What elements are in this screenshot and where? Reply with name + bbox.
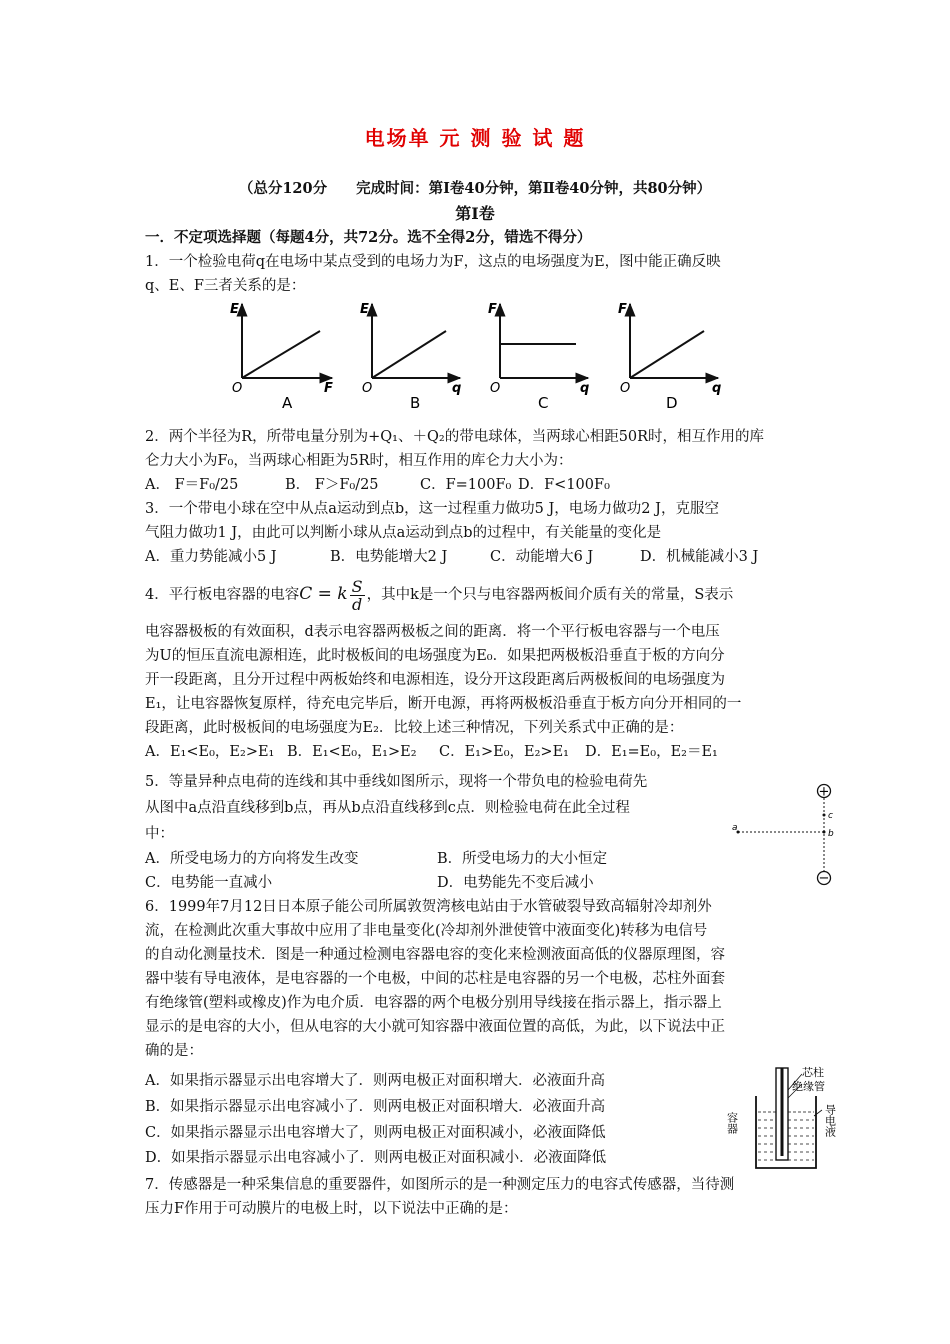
q4-formula-lhs: C = k [299,584,348,604]
q1-graphs-figure [220,296,740,416]
graph-b-x-label: q [452,381,462,396]
graph-a-origin: O [232,381,243,396]
q6-option-d: D．如果指示器显示出电容减小了．则两电极正对面积减小．必液面降低 [145,1150,607,1166]
q2-line-2: 仑力大小为F₀，当两球心相距为5R时，相互作用的库仑力大小为： [145,453,573,469]
q6-line-4: 器中装有导电液体，是电容器的一个电极，中间的芯柱是电容器的另一个电极，芯柱外面套 [145,971,725,987]
q4-line-4: 开一段距离，且分开过程中两板始终和电源相连，设分开这段距离后两极板间的电场强度为 [145,672,725,688]
q7-line-2: 压力F作用于可动膜片的电极上时，以下说法中正确的是： [145,1201,518,1217]
q6-line-6: 显示的是电容的大小，但从电容的大小就可知容器中液面位置的高低，为此，以下说法中正 [145,1019,725,1035]
q6-line-3: 的自动化测量技术．图是一种通过检测电容器电容的变化来检测液面高低的仪器原理图，容 [145,947,725,963]
q4-option-c: C．E₁>E₀，E₂>E₁ [439,744,569,760]
q6-option-c: C．如果指示器显示出电容增大了，则两电极正对面积减小，必液面降低 [145,1125,606,1141]
graph-a-y-label: E [230,302,239,317]
q6-line-2: 流，在检测此次重大事故中应用了非电量变化(冷却剂外泄使管中液面变化)转移为电信号 [145,923,708,939]
graph-c-y-label: F [488,302,497,317]
graph-c-origin: O [490,381,501,396]
q2-option-b: B． F＞F₀/25 [285,477,379,493]
q3-option-b: B．电势能增大2 J [330,549,448,565]
q2-option-c: C．F=100F₀ [420,477,512,493]
q5-options-row-1 [145,848,607,870]
q2-options [145,474,610,496]
q5-options-row-2 [145,872,594,894]
exam-info: （总分120分 完成时间：第Ⅰ卷40分钟，第Ⅱ卷40分钟，共80分钟） [238,180,712,197]
q5-option-c: C．电势能一直减小 [145,875,273,891]
graph-a-caption: A [282,394,293,412]
q4-line-3: 为U的恒压直流电源相连，此时极板间的电场强度为E₀．如果把两极板沿垂直于板的方向分 [145,648,725,664]
q3-option-c: C．动能增大6 J [490,549,594,565]
graph-c-x-label: q [580,381,590,396]
q4-line-5: E₁，让电容器恢复原样，待充电完毕后，断开电源，再将两极板沿垂直于板方向分开相同的一 [145,696,742,712]
q4-line-6: 段距离，此时极板间的电场强度为E₂．比较上述三种情况，下列关系式中正确的是： [145,720,684,736]
q6-capacitor-figure [722,1066,842,1172]
graph-b-origin: O [362,381,373,396]
section-heading: 一．不定项选择题（每题4分，共72分。选不全得2分，错选不得分） [145,229,592,246]
q4-option-d: D．E₁=E₀，E₂＝E₁ [585,744,718,760]
point-b: b [828,829,834,839]
volume-heading: 第Ⅰ卷 [455,204,495,223]
container-label: 容器 [725,1112,739,1134]
q7-line-1: 7．传感器是一种采集信息的重要器件，如图所示的是一种测定压力的电容式传感器，当待测 [145,1177,735,1193]
q4-formula-fraction [350,578,365,613]
q1-line-2: q、E、F三者关系的是： [145,278,306,294]
q6-line-7: 确的是： [145,1043,203,1059]
q5-line-2: 从图中a点沿直线移到b点，再从b点沿直线移到c点．则检验电荷在此全过程 [145,800,630,816]
q2-option-a: A． F＝F₀/25 [145,477,239,493]
graph-d [618,302,721,412]
q6-option-a: A．如果指示器显示出电容增大了．则两电极正对面积增大．必液面升高 [145,1073,605,1089]
q4-suffix: ，其中k是一个只与电容器两板间介质有关的常量，S表示 [366,587,734,603]
q4-option-a: A．E₁<E₀，E₂>E₁ [145,744,275,760]
graph-d-caption: D [666,394,678,412]
q4-line-1 [145,576,733,612]
graph-a [230,302,333,412]
graph-d-x-label: q [712,381,722,396]
q6-option-b: B．如果指示器显示出电容减小了．则两电极正对面积增大．必液面升高 [145,1099,606,1115]
q4-formula-numerator: S [351,576,363,596]
graph-b-caption: B [410,394,421,412]
point-c: c [828,811,833,821]
q5-option-d: D．电势能先不变后减小 [437,875,594,891]
graph-a-x-label: F [324,381,333,396]
point-a: a [732,823,738,833]
q4-options [145,741,718,763]
graph-b-y-label: E [360,302,369,317]
insulator-label: 绝缘管 [792,1080,825,1093]
q3-option-a: A．重力势能减小5 J [145,549,277,565]
q3-line-2: 气阻力做功1 J，由此可以判断小球从点a运动到点b的过程中，有关能量的变化是 [145,525,662,541]
q4-formula-denominator: d [351,594,363,614]
graph-b [360,302,461,412]
q6-line-1: 6．1999年7月12日日本原子能公司所属敦贺湾核电站由于水管破裂导致高辐射冷却剂外 [145,899,712,915]
q4-option-b: B．E₁<E₀，E₁>E₂ [287,744,417,760]
liquid-label: 导电液 [823,1104,837,1137]
graph-d-origin: O [620,381,631,396]
q5-line-1: 5．等量异种点电荷的连线和其中垂线如图所示，现将一个带负电的检验电荷先 [145,774,648,790]
positive-charge: + [818,784,830,800]
q5-line-3: 中： [145,826,174,842]
graph-d-y-label: F [618,302,627,317]
q2-option-d: D．F<100F₀ [518,477,610,493]
q3-options [145,546,758,568]
exam-title: 电场单 元 测 验 试 题 [364,126,586,150]
q5-charges-figure [728,780,838,890]
q5-option-a: A．所受电场力的方向将发生改变 [145,851,359,867]
q4-line-2: 电容器极板的有效面积，d表示电容器两极板之间的距离．将一个平行板电容器与一个电压 [145,624,720,640]
q3-option-d: D．机械能减小3 J [640,549,759,565]
graph-c-caption: C [538,394,549,412]
core-label: 芯柱 [802,1066,824,1079]
q5-option-b: B．所受电场力的大小恒定 [437,851,608,867]
negative-charge: − [818,871,830,886]
q2-line-1: 2．两个半径为R，所带电量分别为+Q₁、＋Q₂的带电球体，当两球心相距50R时，相互作用的库 [145,429,765,445]
q3-line-1: 3．一个带电小球在空中从点a运动到点b，这一过程重力做功5 J，电场力做功2 J，克服空 [145,501,719,517]
graph-c [488,302,589,412]
q4-prefix: 4．平行板电容器的电容 [145,587,300,603]
q6-line-5: 有绝缘管(塑料或橡皮)作为电介质．电容器的两个电极分别用导线接在指示器上，指示器上 [145,995,722,1011]
q1-line-1: 1．一个检验电荷q在电场中某点受到的电场力为F，这点的电场强度为E，图中能正确反映 [145,254,721,270]
